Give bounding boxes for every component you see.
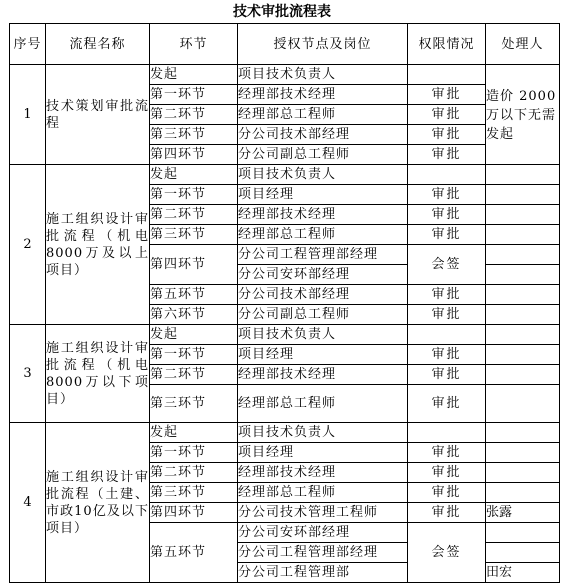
post-cell: 项目技术负责人: [238, 423, 408, 443]
header-handler: 处理人: [486, 24, 560, 65]
step-cell: 第二环节: [150, 365, 238, 385]
perm-cell: 审批: [408, 145, 486, 165]
table-title: 技术审批流程表: [233, 4, 331, 20]
post-cell: 分公司安环部经理: [238, 523, 408, 543]
step-cell: 第四环节: [150, 503, 238, 523]
section-number: 2: [10, 165, 46, 325]
step-cell: 第一环节: [150, 345, 238, 365]
post-cell: 分公司技术部经理: [238, 125, 408, 145]
handler-cell: [486, 365, 560, 385]
perm-cell: 审批: [408, 225, 486, 245]
post-cell: 分公司安环部经理: [238, 265, 408, 285]
perm-cell: 审批: [408, 85, 486, 105]
handler-cell: [486, 265, 560, 285]
post-cell: 经理部总工程师: [238, 385, 408, 423]
step-cell: 第二环节: [150, 205, 238, 225]
post-cell: 分公司技术部经理: [238, 285, 408, 305]
step-cell: 第三环节: [150, 125, 238, 145]
post-cell: 经理部总工程师: [238, 105, 408, 125]
perm-cell: [408, 325, 486, 345]
post-cell: 分公司副总工程师: [238, 305, 408, 325]
post-cell: 经理部技术经理: [238, 365, 408, 385]
perm-cell: 审批: [408, 463, 486, 483]
perm-cell: 审批: [408, 305, 486, 325]
handler-cell: [486, 245, 560, 265]
step-cell: 发起: [150, 423, 238, 443]
handler-cell: [486, 205, 560, 225]
handler-cell: [486, 185, 560, 205]
handler-cell: [486, 483, 560, 503]
perm-cell: 审批: [408, 185, 486, 205]
post-cell: 经理部总工程师: [238, 225, 408, 245]
perm-cell: 审批: [408, 345, 486, 365]
handler-cell: [486, 523, 560, 543]
handler-cell: [486, 305, 560, 325]
step-cell: 第一环节: [150, 443, 238, 463]
process-name: 技术策划审批流程: [46, 65, 150, 165]
post-cell: 分公司工程管理部经理: [238, 245, 408, 265]
step-cell: 第三环节: [150, 483, 238, 503]
table-row: [10, 325, 560, 345]
step-cell: 第三环节: [150, 225, 238, 245]
handler-cell: [486, 443, 560, 463]
step-cell: 第五环节: [150, 285, 238, 305]
step-cell: 第一环节: [150, 185, 238, 205]
table-row: [10, 65, 560, 85]
post-cell: 经理部总工程师: [238, 483, 408, 503]
process-name: 施工组织设计审批流程（机电8000万以下项目）: [46, 325, 150, 423]
step-cell: 第一环节: [150, 85, 238, 105]
post-cell: 分公司技术管理工程师: [238, 503, 408, 523]
post-cell: 项目技术负责人: [238, 325, 408, 345]
step-cell: 发起: [150, 65, 238, 85]
perm-cell: [408, 165, 486, 185]
perm-cell: [408, 65, 486, 85]
header-no: 序号: [10, 24, 46, 65]
perm-cell: 会签: [408, 523, 486, 583]
section-number: 4: [10, 423, 46, 583]
header-row: [10, 24, 560, 65]
step-cell: 第二环节: [150, 105, 238, 125]
step-cell: 发起: [150, 325, 238, 345]
header-process: 流程名称: [46, 24, 150, 65]
table-row: [10, 423, 560, 443]
handler-cell: [486, 285, 560, 305]
perm-cell: 审批: [408, 483, 486, 503]
post-cell: 分公司工程管理部经理: [238, 543, 408, 563]
handler-cell: [486, 543, 560, 563]
post-cell: 项目技术负责人: [238, 165, 408, 185]
perm-cell: 审批: [408, 503, 486, 523]
perm-cell: 审批: [408, 285, 486, 305]
perm-cell: 会签: [408, 245, 486, 285]
step-cell: 第六环节: [150, 305, 238, 325]
handler-cell: [486, 345, 560, 365]
post-cell: 项目经理: [238, 443, 408, 463]
perm-cell: 审批: [408, 205, 486, 225]
header-post: 授权节点及岗位: [238, 24, 408, 65]
table-row: [10, 165, 560, 185]
step-cell: 第五环节: [150, 523, 238, 583]
handler-cell: [486, 423, 560, 443]
header-perm: 权限情况: [408, 24, 486, 65]
section-number: 3: [10, 325, 46, 423]
handler-cell: 张露: [486, 503, 560, 523]
header-step: 环节: [150, 24, 238, 65]
post-cell: 经理部技术经理: [238, 205, 408, 225]
perm-cell: 审批: [408, 443, 486, 463]
section-number: 1: [10, 65, 46, 165]
perm-cell: 审批: [408, 105, 486, 125]
post-cell: 项目技术负责人: [238, 65, 408, 85]
handler-cell: [486, 165, 560, 185]
perm-cell: [408, 423, 486, 443]
handler-cell: [486, 325, 560, 345]
step-cell: 发起: [150, 165, 238, 185]
step-cell: 第二环节: [150, 463, 238, 483]
post-cell: 项目经理: [238, 185, 408, 205]
step-cell: 第四环节: [150, 145, 238, 165]
post-cell: 项目经理: [238, 345, 408, 365]
process-name: 施工组织设计审批流程（土建、市政10亿及以下项目）: [46, 423, 150, 583]
post-cell: 经理部技术经理: [238, 463, 408, 483]
post-cell: 分公司工程管理部: [238, 563, 408, 583]
post-cell: 分公司副总工程师: [238, 145, 408, 165]
approval-flow-table: [9, 23, 560, 583]
perm-cell: 审批: [408, 385, 486, 423]
step-cell: 第三环节: [150, 385, 238, 423]
handler-cell: [486, 225, 560, 245]
perm-cell: 审批: [408, 365, 486, 385]
handler-cell: [486, 385, 560, 423]
process-name: 施工组织设计审批流程（机电8000万及以上项目）: [46, 165, 150, 325]
perm-cell: 审批: [408, 125, 486, 145]
handler-cell: 田宏: [486, 563, 560, 583]
handler-note: 造价 2000万以下无需发起: [486, 65, 560, 165]
step-cell: 第四环节: [150, 245, 238, 285]
handler-cell: [486, 463, 560, 483]
post-cell: 经理部技术经理: [238, 85, 408, 105]
